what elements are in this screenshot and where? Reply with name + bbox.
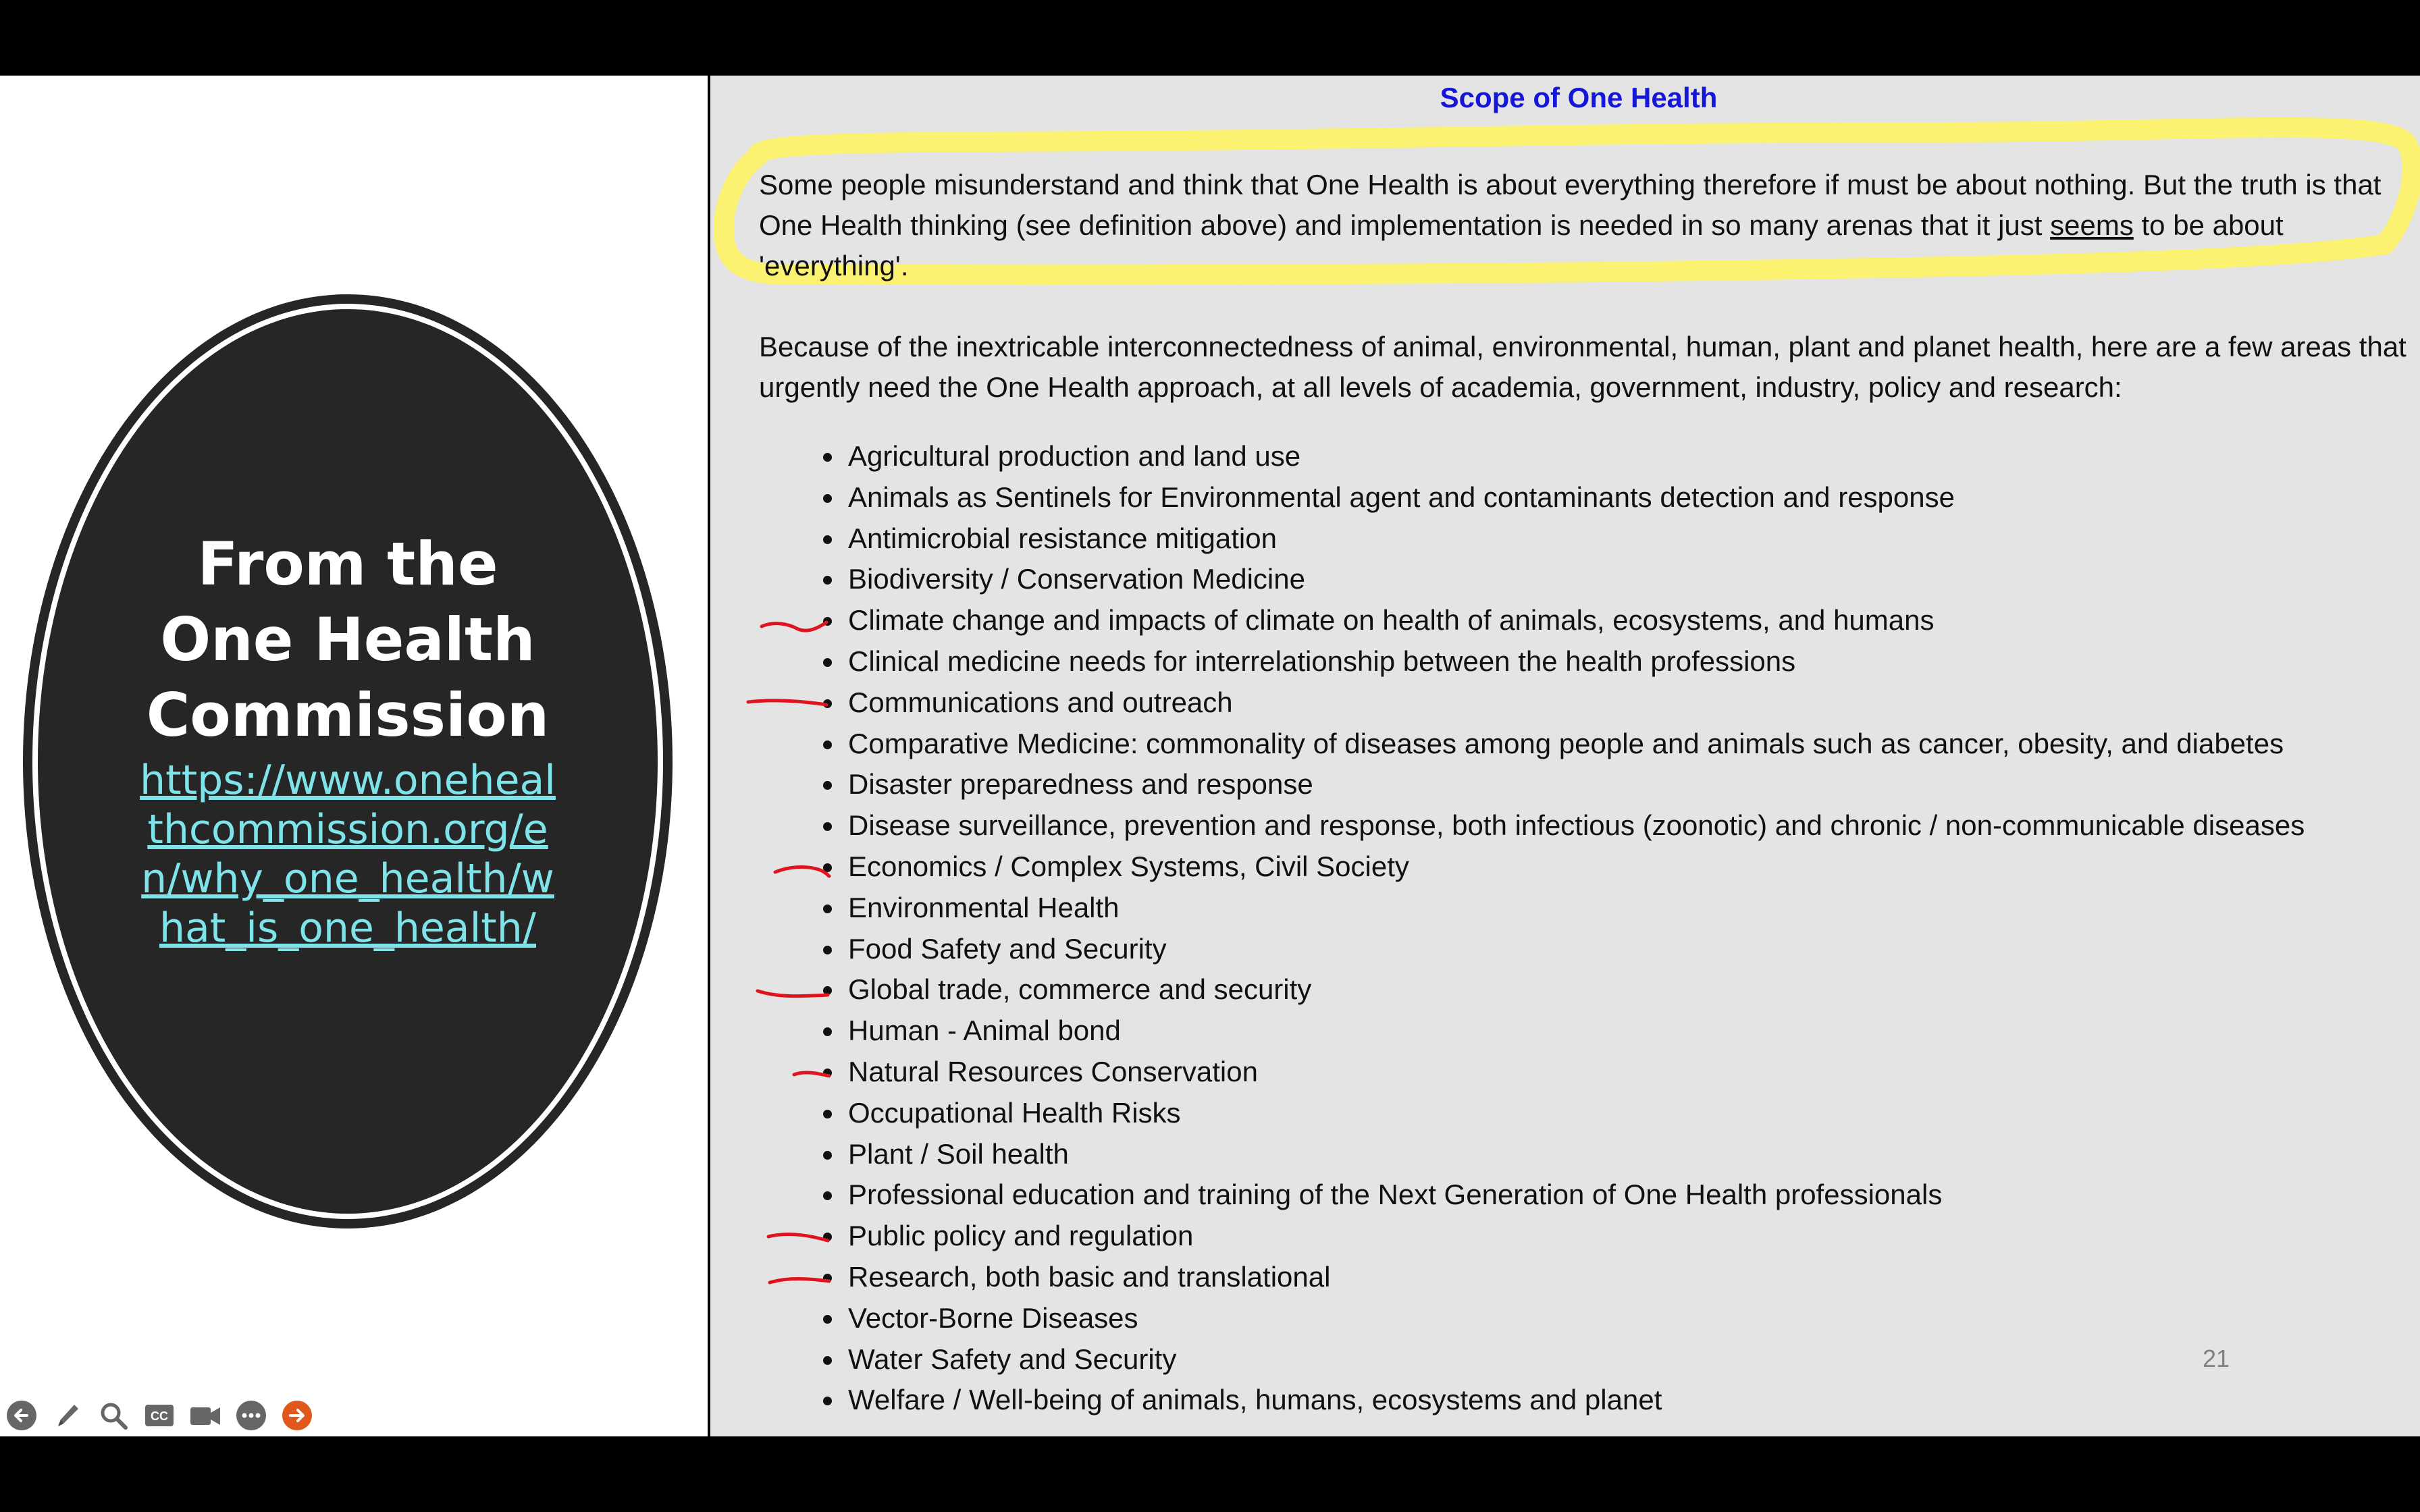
commission-title: From the One Health Commission [146,529,550,750]
bullet-icon [823,1151,832,1160]
pen-icon [51,1399,84,1432]
slide-title: Scope of One Health [1440,82,1718,113]
topic-label: Communications and outreach [848,686,1233,718]
topic-label: Agricultural production and land use [848,440,1301,472]
intro-paragraph [759,165,2420,286]
bullet-icon [823,1110,832,1118]
bullet-icon [823,494,832,503]
bullet-icon [823,1274,832,1282]
topic-label: Clinical medicine needs for interrelationship between the health professions [848,645,1796,677]
topic-label: Natural Resources Conservation [848,1055,1258,1087]
pen-tool-button[interactable] [51,1399,84,1432]
topic-label: Economics / Complex Systems, Civil Society [848,850,1409,882]
camera-button[interactable] [189,1399,221,1432]
camera-icon [189,1399,221,1432]
captions-button[interactable] [143,1399,176,1432]
bullet-icon [823,946,832,954]
bullet-icon [823,1069,832,1077]
left-panel [0,76,709,1436]
intro-text-end: to be about 'everything'. [759,209,2284,281]
topic-label: Research, both basic and translational [848,1260,1331,1293]
intro-emphasis: seems [2050,209,2134,241]
topic-label: Plant / Soil health [848,1137,1069,1170]
topic-label: Comparative Medicine: commonality of diseases among people and animals such as cancer, obesity, and diabetes [848,727,2284,759]
topic-label: Environmental Health [848,891,1120,923]
topic-label: Biodiversity / Conservation Medicine [848,563,1305,595]
previous-slide-button[interactable] [5,1399,38,1432]
more-options-button[interactable] [235,1399,267,1432]
next-slide-button[interactable] [281,1399,313,1432]
topic-label: Welfare / Well-being of animals, humans, ecosystems and planet [848,1384,1662,1416]
topic-label: Occupational Health Risks [848,1096,1181,1129]
topic-label: Human - Animal bond [848,1015,1121,1047]
topic-label: Disaster preparedness and response [848,768,1313,801]
captions-icon [143,1399,176,1432]
bullet-icon [823,535,832,544]
bullet-icon [823,1356,832,1365]
context-paragraph: Because of the inextricable interconnectedness of animal, environmental, human, plant and planet health, here are a few areas that urgently need the One Health approach, at all levels of academia, government, industry, policy and research: [759,331,2406,403]
bullet-icon [823,453,832,462]
zoom-icon [97,1399,130,1432]
topic-label: Water Safety and Security [848,1343,1177,1375]
bullet-icon [823,699,832,708]
svg-text:CC: CC [151,1409,168,1423]
bullet-icon [823,740,832,749]
bullet-icon [823,1315,832,1324]
bullet-icon [823,905,832,913]
presenter-toolbar [5,1397,313,1434]
content-panel [710,76,2420,1436]
presentation-slide [0,76,2420,1436]
topic-label: Animals as Sentinels for Environmental agent and contaminants detection and response [848,481,1955,513]
intro-text: Some people misunderstand and think that One Health is about everything therefore if must be about nothing. But the truth is that One Health thinking (see definition above) and implementation is needed in so many arenas that it just [759,169,2382,241]
topic-label: Professional education and training of the Next Generation of One Health professionals [848,1179,1943,1211]
bullet-icon [823,658,832,667]
topic-label: Public policy and regulation [848,1220,1194,1252]
topic-label: Antimicrobial resistance mitigation [848,522,1277,554]
oval-text [135,526,560,953]
zoom-button[interactable] [97,1399,130,1432]
topic-label: Vector-Borne Diseases [848,1301,1138,1334]
topic-label: Global trade, commerce and security [848,973,1312,1006]
forward-arrow-icon [281,1399,313,1432]
topic-label: Disease surveillance, prevention and response, both infectious (zoonotic) and chronic / non-communicable diseases [848,809,2305,842]
commission-link[interactable]: https://www.onehealthcommission.org/en/why_one_health/what_is_one_health/ [140,757,556,952]
topic-label: Food Safety and Security [848,932,1167,965]
bullet-icon [823,863,832,872]
slide-number: 21 [2203,1345,2230,1372]
topic-label: Climate change and impacts of climate on health of animals, ecosystems, and humans [848,604,1935,637]
back-arrow-icon [5,1399,38,1432]
more-icon [235,1399,267,1432]
